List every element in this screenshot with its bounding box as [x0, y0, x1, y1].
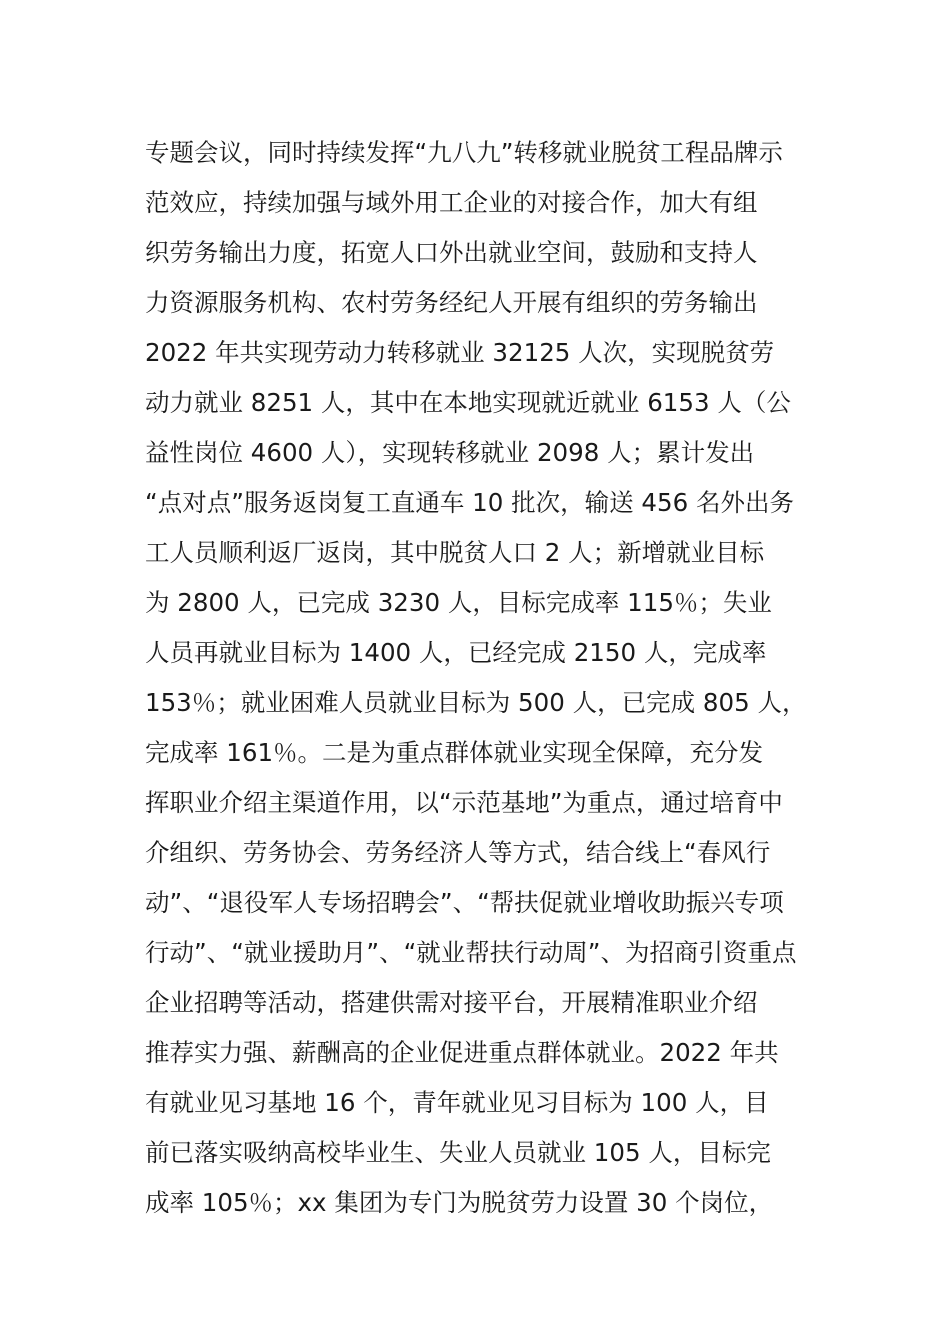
text-line: 益性岗位 4600 人），实现转移就业 2098 人；累计发出 [145, 438, 755, 467]
text-line: 行动”、“就业援助月”、“就业帮扶行动周”、为招商引资重点 [145, 938, 797, 967]
text-line: 织劳务输出力度，拓宽人口外出就业空间，鼓励和支持人 [145, 238, 758, 267]
text-line: 动”、“退役军人专场招聘会”、“帮扶促就业增收助振兴专项 [145, 888, 784, 917]
text-line: 153％；就业困难人员就业目标为 500 人，已完成 805 人， [145, 688, 807, 717]
text-line: 为 2800 人，已完成 3230 人，目标完成率 115％；失业 [145, 588, 772, 617]
text-line: 力资源服务机构、农村劳务经纪人开展有组织的劳务输出 [145, 288, 758, 317]
text-line: “点对点”服务返岗复工直通车 10 批次，输送 456 名外出务 [145, 488, 794, 517]
text-line: 前已落实吸纳高校毕业生、失业人员就业 105 人，目标完 [145, 1138, 771, 1167]
text-line: 挥职业介绍主渠道作用，以“示范基地”为重点，通过培育中 [145, 788, 783, 817]
text-line: 完成率 161％。二是为重点群体就业实现全保障，充分发 [145, 738, 764, 767]
text-line: 介组织、劳务协会、劳务经济人等方式，结合线上“春风行 [145, 838, 771, 867]
text-line: 成率 105％；xx 集团为专门为脱贫劳力设置 30 个岗位， [145, 1188, 774, 1217]
text-line: 专题会议，同时持续发挥“九八九”转移就业脱贫工程品牌示 [145, 138, 783, 167]
text-line: 推荐实力强、薪酬高的企业促进重点群体就业。2022 年共 [145, 1038, 779, 1067]
text-line: 人员再就业目标为 1400 人，已经完成 2150 人，完成率 [145, 638, 767, 667]
text-line: 企业招聘等活动，搭建供需对接平台，开展精准职业介绍 [145, 988, 758, 1017]
text-line: 动力就业 8251 人，其中在本地实现就近就业 6153 人（公 [145, 388, 791, 417]
text-line: 工人员顺利返厂返岗，其中脱贫人口 2 人；新增就业目标 [145, 538, 765, 567]
text-line: 范效应，持续加强与域外用工企业的对接合作，加大有组 [145, 188, 758, 217]
text-line: 有就业见习基地 16 个，青年就业见习目标为 100 人，目 [145, 1088, 769, 1117]
body-text [145, 128, 865, 1228]
text-line: 2022 年共实现劳动力转移就业 32125 人次，实现脱贫劳 [145, 338, 775, 367]
